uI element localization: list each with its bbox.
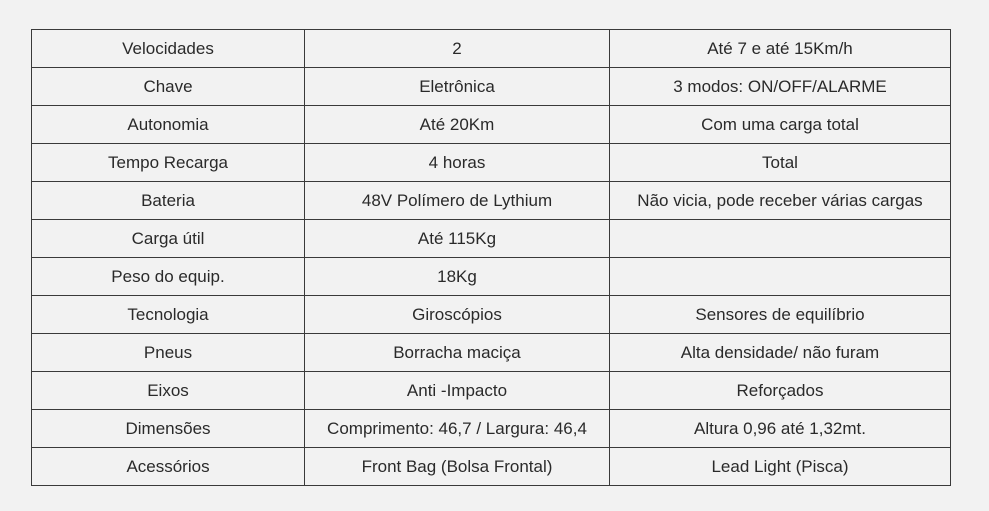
spec-note bbox=[609, 220, 950, 258]
spec-note: Não vicia, pode receber várias cargas bbox=[609, 182, 950, 220]
table-row bbox=[32, 106, 951, 144]
spec-note: Total bbox=[609, 144, 950, 182]
spec-label: Velocidades bbox=[32, 30, 305, 68]
spec-label: Bateria bbox=[32, 182, 305, 220]
spec-value: 48V Polímero de Lythium bbox=[305, 182, 610, 220]
spec-note: Até 7 e até 15Km/h bbox=[609, 30, 950, 68]
spec-value: Até 20Km bbox=[305, 106, 610, 144]
table-row bbox=[32, 258, 951, 296]
spec-note: Lead Light (Pisca) bbox=[609, 448, 950, 486]
table-row bbox=[32, 182, 951, 220]
spec-table-body bbox=[32, 30, 951, 486]
table-row bbox=[32, 334, 951, 372]
spec-value: 2 bbox=[305, 30, 610, 68]
spec-label: Tecnologia bbox=[32, 296, 305, 334]
table-row bbox=[32, 68, 951, 106]
spec-note: 3 modos: ON/OFF/ALARME bbox=[609, 68, 950, 106]
spec-value: Anti -Impacto bbox=[305, 372, 610, 410]
table-row bbox=[32, 372, 951, 410]
spec-value: Giroscópios bbox=[305, 296, 610, 334]
spec-value: 4 horas bbox=[305, 144, 610, 182]
spec-label: Pneus bbox=[32, 334, 305, 372]
spec-label: Dimensões bbox=[32, 410, 305, 448]
spec-value: Até 115Kg bbox=[305, 220, 610, 258]
spec-value: 18Kg bbox=[305, 258, 610, 296]
spec-label: Acessórios bbox=[32, 448, 305, 486]
spec-label: Eixos bbox=[32, 372, 305, 410]
table-row bbox=[32, 220, 951, 258]
spec-label: Carga útil bbox=[32, 220, 305, 258]
spec-table bbox=[31, 29, 951, 486]
spec-note: Com uma carga total bbox=[609, 106, 950, 144]
spec-note bbox=[609, 258, 950, 296]
spec-value: Eletrônica bbox=[305, 68, 610, 106]
spec-note: Altura 0,96 até 1,32mt. bbox=[609, 410, 950, 448]
spec-label: Tempo Recarga bbox=[32, 144, 305, 182]
spec-value: Borracha maciça bbox=[305, 334, 610, 372]
spec-label: Autonomia bbox=[32, 106, 305, 144]
table-row bbox=[32, 30, 951, 68]
spec-value: Front Bag (Bolsa Frontal) bbox=[305, 448, 610, 486]
table-row bbox=[32, 448, 951, 486]
spec-note: Reforçados bbox=[609, 372, 950, 410]
table-row bbox=[32, 296, 951, 334]
table-row bbox=[32, 410, 951, 448]
spec-note: Sensores de equilíbrio bbox=[609, 296, 950, 334]
spec-note: Alta densidade/ não furam bbox=[609, 334, 950, 372]
spec-label: Peso do equip. bbox=[32, 258, 305, 296]
table-row bbox=[32, 144, 951, 182]
spec-label: Chave bbox=[32, 68, 305, 106]
spec-value: Comprimento: 46,7 / Largura: 46,4 bbox=[305, 410, 610, 448]
